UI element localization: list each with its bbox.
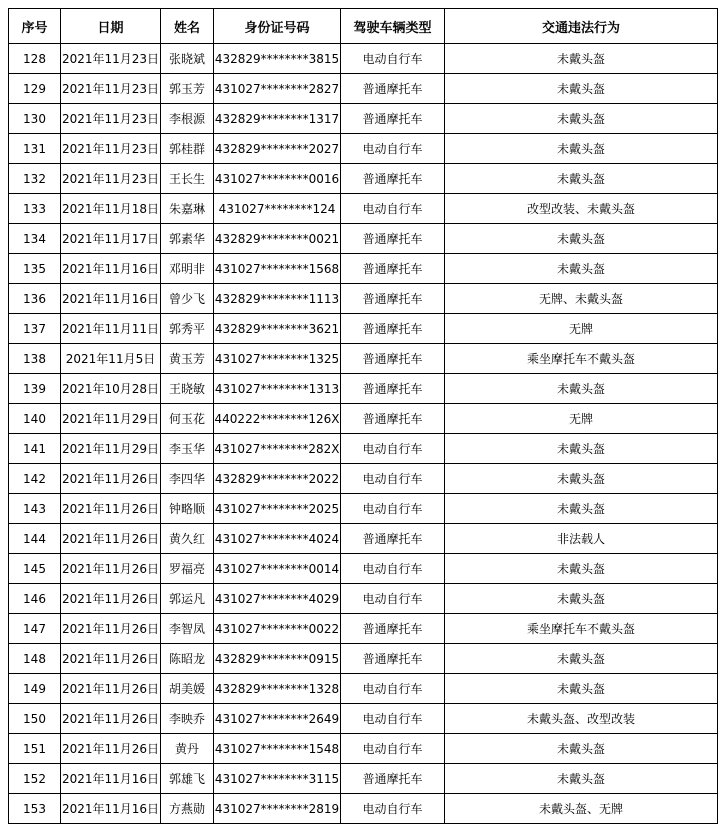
vehicle-type-cell: 普通摩托车 — [341, 404, 445, 434]
id-number-cell: 431027********2819 — [214, 794, 341, 824]
index-cell: 129 — [9, 74, 61, 104]
date-cell: 2021年11月26日 — [61, 674, 161, 704]
violation-cell: 无牌 — [445, 314, 718, 344]
index-cell: 144 — [9, 524, 61, 554]
index-cell: 143 — [9, 494, 61, 524]
date-cell: 2021年11月5日 — [61, 344, 161, 374]
name-cell: 郭桂群 — [161, 134, 214, 164]
violation-cell: 改型改装、未戴头盔 — [445, 194, 718, 224]
id-number-cell: 432829********2027 — [214, 134, 341, 164]
table-row — [9, 194, 718, 224]
vehicle-type-cell: 普通摩托车 — [341, 164, 445, 194]
name-cell: 方燕勋 — [161, 794, 214, 824]
vehicle-type-cell: 普通摩托车 — [341, 314, 445, 344]
id-number-cell: 431027********2827 — [214, 74, 341, 104]
name-cell: 朱嘉琳 — [161, 194, 214, 224]
name-cell: 陈昭龙 — [161, 644, 214, 674]
name-cell: 黄丹 — [161, 734, 214, 764]
vehicle-type-cell: 电动自行车 — [341, 134, 445, 164]
id-number-cell: 431027********0022 — [214, 614, 341, 644]
violation-cell: 未戴头盔 — [445, 374, 718, 404]
vehicle-type-cell: 电动自行车 — [341, 464, 445, 494]
date-cell: 2021年11月11日 — [61, 314, 161, 344]
vehicle-type-cell: 电动自行车 — [341, 674, 445, 704]
index-cell: 141 — [9, 434, 61, 464]
table-row — [9, 374, 718, 404]
col-header-vehicle-type: 驾驶车辆类型 — [341, 9, 445, 44]
vehicle-type-cell: 普通摩托车 — [341, 224, 445, 254]
table-row — [9, 614, 718, 644]
index-cell: 139 — [9, 374, 61, 404]
vehicle-type-cell: 电动自行车 — [341, 194, 445, 224]
name-cell: 王晓敏 — [161, 374, 214, 404]
violation-cell: 未戴头盔 — [445, 254, 718, 284]
id-number-cell: 432829********0021 — [214, 224, 341, 254]
violation-cell: 未戴头盔 — [445, 584, 718, 614]
violation-cell: 无牌、未戴头盔 — [445, 284, 718, 314]
violation-cell: 未戴头盔 — [445, 464, 718, 494]
violation-cell: 未戴头盔 — [445, 734, 718, 764]
name-cell: 胡美媛 — [161, 674, 214, 704]
id-number-cell: 432829********0915 — [214, 644, 341, 674]
violation-cell: 未戴头盔 — [445, 134, 718, 164]
violation-cell: 未戴头盔 — [445, 434, 718, 464]
table-row — [9, 44, 718, 74]
table-row — [9, 674, 718, 704]
date-cell: 2021年10月28日 — [61, 374, 161, 404]
date-cell: 2021年11月26日 — [61, 494, 161, 524]
index-cell: 138 — [9, 344, 61, 374]
vehicle-type-cell: 普通摩托车 — [341, 524, 445, 554]
table-row — [9, 584, 718, 614]
name-cell: 郭秀平 — [161, 314, 214, 344]
table-row — [9, 404, 718, 434]
violation-cell: 未戴头盔 — [445, 44, 718, 74]
index-cell: 149 — [9, 674, 61, 704]
index-cell: 151 — [9, 734, 61, 764]
index-cell: 153 — [9, 794, 61, 824]
date-cell: 2021年11月29日 — [61, 434, 161, 464]
vehicle-type-cell: 电动自行车 — [341, 554, 445, 584]
table-row — [9, 704, 718, 734]
table-row — [9, 644, 718, 674]
table-row — [9, 74, 718, 104]
table-row — [9, 794, 718, 824]
name-cell: 何玉花 — [161, 404, 214, 434]
id-number-cell: 431027********124 — [214, 194, 341, 224]
col-header-index: 序号 — [9, 9, 61, 44]
id-number-cell: 432829********1317 — [214, 104, 341, 134]
violation-cell: 未戴头盔 — [445, 164, 718, 194]
index-cell: 132 — [9, 164, 61, 194]
id-number-cell: 432829********2022 — [214, 464, 341, 494]
table-row — [9, 494, 718, 524]
id-number-cell: 431027********4024 — [214, 524, 341, 554]
vehicle-type-cell: 普通摩托车 — [341, 374, 445, 404]
index-cell: 130 — [9, 104, 61, 134]
vehicle-type-cell: 电动自行车 — [341, 494, 445, 524]
index-cell: 145 — [9, 554, 61, 584]
name-cell: 钟略顺 — [161, 494, 214, 524]
date-cell: 2021年11月26日 — [61, 554, 161, 584]
index-cell: 150 — [9, 704, 61, 734]
violation-cell: 非法载人 — [445, 524, 718, 554]
index-cell: 140 — [9, 404, 61, 434]
table-row — [9, 524, 718, 554]
violation-cell: 未戴头盔、无牌 — [445, 794, 718, 824]
id-number-cell: 431027********282X — [214, 434, 341, 464]
violation-cell: 未戴头盔 — [445, 494, 718, 524]
vehicle-type-cell: 电动自行车 — [341, 794, 445, 824]
table-row — [9, 554, 718, 584]
header-row — [9, 9, 718, 44]
name-cell: 李四华 — [161, 464, 214, 494]
id-number-cell: 431027********2649 — [214, 704, 341, 734]
traffic-violations-table — [8, 8, 718, 824]
date-cell: 2021年11月16日 — [61, 254, 161, 284]
index-cell: 133 — [9, 194, 61, 224]
table-row — [9, 254, 718, 284]
date-cell: 2021年11月26日 — [61, 644, 161, 674]
name-cell: 邓明非 — [161, 254, 214, 284]
vehicle-type-cell: 普通摩托车 — [341, 764, 445, 794]
violation-cell: 乘坐摩托车不戴头盔 — [445, 614, 718, 644]
date-cell: 2021年11月17日 — [61, 224, 161, 254]
table-row — [9, 134, 718, 164]
id-number-cell: 431027********0016 — [214, 164, 341, 194]
table-row — [9, 764, 718, 794]
id-number-cell: 431027********2025 — [214, 494, 341, 524]
table-row — [9, 314, 718, 344]
vehicle-type-cell: 普通摩托车 — [341, 614, 445, 644]
vehicle-type-cell: 电动自行车 — [341, 44, 445, 74]
vehicle-type-cell: 普通摩托车 — [341, 284, 445, 314]
table-row — [9, 734, 718, 764]
col-header-violation: 交通违法行为 — [445, 9, 718, 44]
date-cell: 2021年11月23日 — [61, 74, 161, 104]
index-cell: 137 — [9, 314, 61, 344]
date-cell: 2021年11月26日 — [61, 584, 161, 614]
date-cell: 2021年11月26日 — [61, 704, 161, 734]
table-row — [9, 224, 718, 254]
vehicle-type-cell: 普通摩托车 — [341, 104, 445, 134]
col-header-id-number: 身份证号码 — [214, 9, 341, 44]
date-cell: 2021年11月26日 — [61, 734, 161, 764]
id-number-cell: 431027********3115 — [214, 764, 341, 794]
id-number-cell: 431027********1548 — [214, 734, 341, 764]
index-cell: 152 — [9, 764, 61, 794]
violation-cell: 未戴头盔 — [445, 74, 718, 104]
vehicle-type-cell: 电动自行车 — [341, 734, 445, 764]
name-cell: 黄玉芳 — [161, 344, 214, 374]
name-cell: 李根源 — [161, 104, 214, 134]
id-number-cell: 431027********1313 — [214, 374, 341, 404]
date-cell: 2021年11月26日 — [61, 614, 161, 644]
name-cell: 罗福亮 — [161, 554, 214, 584]
id-number-cell: 431027********1568 — [214, 254, 341, 284]
vehicle-type-cell: 电动自行车 — [341, 584, 445, 614]
vehicle-type-cell: 普通摩托车 — [341, 254, 445, 284]
name-cell: 李映乔 — [161, 704, 214, 734]
index-cell: 142 — [9, 464, 61, 494]
table-body — [9, 44, 718, 824]
id-number-cell: 432829********1328 — [214, 674, 341, 704]
name-cell: 郭素华 — [161, 224, 214, 254]
name-cell: 李玉华 — [161, 434, 214, 464]
date-cell: 2021年11月23日 — [61, 134, 161, 164]
violation-cell: 无牌 — [445, 404, 718, 434]
id-number-cell: 431027********1325 — [214, 344, 341, 374]
date-cell: 2021年11月18日 — [61, 194, 161, 224]
name-cell: 李智凤 — [161, 614, 214, 644]
vehicle-type-cell: 普通摩托车 — [341, 644, 445, 674]
table-row — [9, 344, 718, 374]
name-cell: 王长生 — [161, 164, 214, 194]
name-cell: 郭雄飞 — [161, 764, 214, 794]
vehicle-type-cell: 电动自行车 — [341, 704, 445, 734]
violation-cell: 未戴头盔 — [445, 224, 718, 254]
date-cell: 2021年11月23日 — [61, 44, 161, 74]
date-cell: 2021年11月16日 — [61, 764, 161, 794]
id-number-cell: 431027********4029 — [214, 584, 341, 614]
index-cell: 135 — [9, 254, 61, 284]
index-cell: 128 — [9, 44, 61, 74]
violation-cell: 未戴头盔、改型改装 — [445, 704, 718, 734]
date-cell: 2021年11月23日 — [61, 104, 161, 134]
id-number-cell: 432829********3815 — [214, 44, 341, 74]
col-header-date: 日期 — [61, 9, 161, 44]
vehicle-type-cell: 电动自行车 — [341, 434, 445, 464]
vehicle-type-cell: 普通摩托车 — [341, 74, 445, 104]
table-row — [9, 164, 718, 194]
index-cell: 147 — [9, 614, 61, 644]
date-cell: 2021年11月29日 — [61, 404, 161, 434]
name-cell: 黄久红 — [161, 524, 214, 554]
index-cell: 134 — [9, 224, 61, 254]
date-cell: 2021年11月23日 — [61, 164, 161, 194]
table-row — [9, 464, 718, 494]
violation-cell: 未戴头盔 — [445, 764, 718, 794]
name-cell: 郭运凡 — [161, 584, 214, 614]
table-row — [9, 434, 718, 464]
index-cell: 146 — [9, 584, 61, 614]
id-number-cell: 432829********1113 — [214, 284, 341, 314]
violation-cell: 乘坐摩托车不戴头盔 — [445, 344, 718, 374]
date-cell: 2021年11月26日 — [61, 464, 161, 494]
vehicle-type-cell: 普通摩托车 — [341, 344, 445, 374]
index-cell: 148 — [9, 644, 61, 674]
index-cell: 131 — [9, 134, 61, 164]
name-cell: 曾少飞 — [161, 284, 214, 314]
table-row — [9, 284, 718, 314]
id-number-cell: 431027********0014 — [214, 554, 341, 584]
violation-cell: 未戴头盔 — [445, 554, 718, 584]
violation-cell: 未戴头盔 — [445, 104, 718, 134]
date-cell: 2021年11月16日 — [61, 284, 161, 314]
index-cell: 136 — [9, 284, 61, 314]
date-cell: 2021年11月26日 — [61, 524, 161, 554]
date-cell: 2021年11月16日 — [61, 794, 161, 824]
table-row — [9, 104, 718, 134]
id-number-cell: 440222********126X — [214, 404, 341, 434]
violation-cell: 未戴头盔 — [445, 644, 718, 674]
id-number-cell: 432829********3621 — [214, 314, 341, 344]
violation-cell: 未戴头盔 — [445, 674, 718, 704]
name-cell: 张晓斌 — [161, 44, 214, 74]
col-header-name: 姓名 — [161, 9, 214, 44]
name-cell: 郭玉芳 — [161, 74, 214, 104]
